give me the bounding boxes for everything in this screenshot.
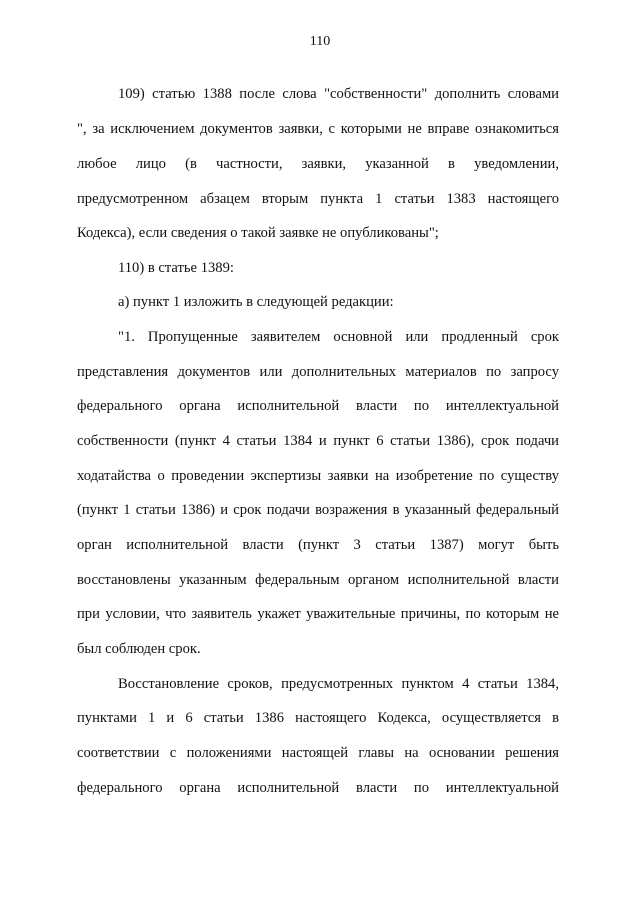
- text-line: 110) в статье 1389:: [118, 260, 234, 276]
- text-line: при условии, что заявитель укажет уважительные причины, по которым не: [77, 606, 559, 622]
- text-line: предусмотренном абзацем вторым пункта 1 статьи 1383 настоящего: [77, 191, 559, 207]
- text-line: пунктами 1 и 6 статьи 1386 настоящего Кодекса, осуществляется в: [77, 710, 559, 726]
- page-number: 110: [309, 34, 331, 49]
- text-line: орган исполнительной власти (пункт 3 статьи 1387) могут быть: [77, 537, 559, 553]
- text-line: представления документов или дополнительных материалов по запросу: [77, 364, 559, 380]
- text-line: Восстановление сроков, предусмотренных пунктом 4 статьи 1384,: [118, 676, 559, 692]
- text-line: ходатайства о проведении экспертизы заявки на изобретение по существу: [77, 468, 559, 484]
- text-line: федерального органа исполнительной власти по интеллектуальной: [77, 398, 559, 414]
- text-line: 109) статью 1388 после слова "собственности" дополнить словами: [118, 86, 559, 102]
- text-line: а) пункт 1 изложить в следующей редакции:: [118, 294, 394, 310]
- text-line: собственности (пункт 4 статьи 1384 и пункт 6 статьи 1386), срок подачи: [77, 433, 559, 449]
- text-line: "1. Пропущенные заявителем основной или продленный срок: [118, 329, 559, 345]
- text-line: федерального органа исполнительной власти по интеллектуальной: [77, 780, 559, 796]
- text-line: (пункт 1 статьи 1386) и срок подачи возражения в указанный федеральный: [77, 502, 559, 518]
- text-line: соответствии с положениями настоящей главы на основании решения: [77, 745, 559, 761]
- text-line: ", за исключением документов заявки, с которыми не вправе ознакомиться: [77, 121, 559, 137]
- text-line: Кодекса), если сведения о такой заявке не опубликованы";: [77, 225, 439, 241]
- text-line: любое лицо (в частности, заявки, указанной в уведомлении,: [77, 156, 559, 172]
- text-line: был соблюден срок.: [77, 641, 201, 657]
- text-line: восстановлены указанным федеральным органом исполнительной власти: [77, 572, 559, 588]
